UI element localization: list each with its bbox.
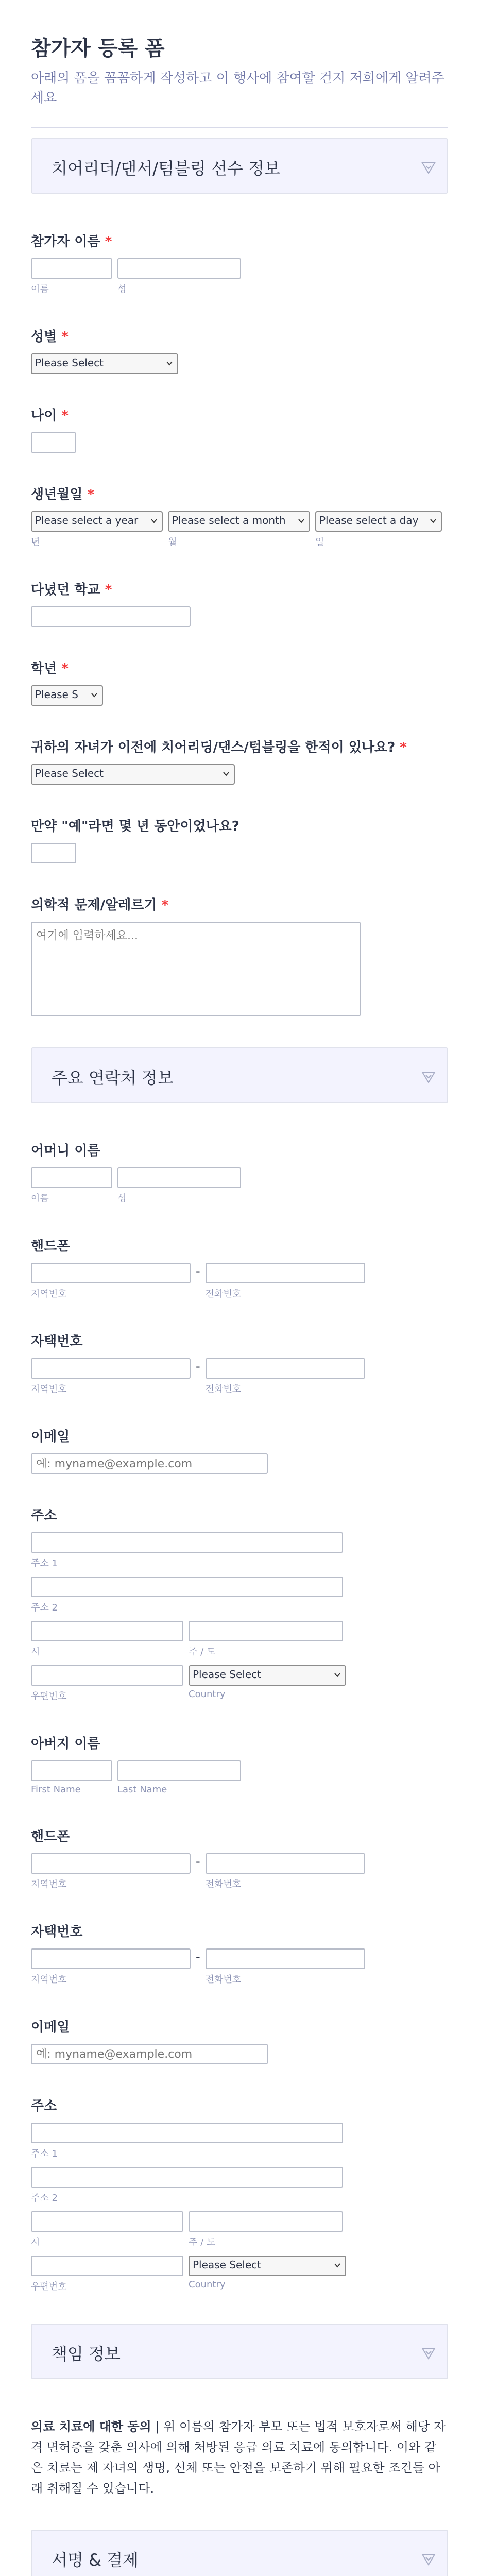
- sublabel: Country: [189, 1689, 226, 1700]
- dash: -: [196, 1264, 200, 1278]
- mother-cell-field: [31, 1235, 448, 1300]
- father-cell-field: [31, 1826, 448, 1890]
- sublabel: 주 / 도: [189, 2237, 216, 2248]
- field-label: 다녔던 학교 *: [31, 582, 112, 598]
- father-name-field: [31, 1733, 448, 1795]
- sublabel: 일: [315, 537, 324, 548]
- sublabel: 전화번호: [205, 1879, 242, 1890]
- collapse-icon[interactable]: [420, 1068, 437, 1084]
- form-subtitle: 아래의 폼을 꼼꼼하게 작성하고 이 행사에 참여할 건지 저희에게 알려주세요: [31, 71, 444, 106]
- years-input[interactable]: [31, 843, 76, 863]
- sublabel: 성: [117, 284, 127, 295]
- sublabel: 전화번호: [205, 1384, 242, 1395]
- father-address-field: [31, 2095, 448, 2293]
- dob-year-select[interactable]: Please select a year: [31, 511, 163, 532]
- mother-state-input[interactable]: [189, 1621, 343, 1641]
- mother-cell-area-input[interactable]: [31, 1263, 191, 1283]
- mother-name-field: [31, 1140, 448, 1205]
- liability-heading: 의료 치료에 대한 동의: [31, 2419, 151, 2434]
- mother-address-field: [31, 1505, 448, 1702]
- divider: [31, 127, 448, 128]
- father-last-name-input[interactable]: [117, 1760, 241, 1781]
- sublabel: 주소 2: [31, 2193, 58, 2204]
- section-title: 책임 정보: [52, 2344, 121, 2364]
- sublabel: 지역번호: [31, 1289, 67, 1299]
- sublabel: 주소 1: [31, 1558, 58, 1569]
- sublabel: 전화번호: [205, 1974, 242, 1985]
- sublabel: 성: [117, 1193, 127, 1204]
- liability-body: | 위 이름의 참가자 부모 또는 법적 보호자로써 해당 자격 면허증을 갖춘 의사에 의해 처방된 응급 의료 치료에 동의합니다. 이와 같은 치료는 제 자녀의 생명, 신체 또는 안전을 보존하기 위해 필요한 조건들 아래 취해질 수 있습니다.: [31, 2419, 446, 2496]
- sublabel: 주소 1: [31, 2148, 58, 2159]
- chevron-down-icon: [334, 1671, 341, 1679]
- age-field: [31, 405, 448, 453]
- form-container: [0, 32, 479, 2576]
- field-label: 이메일: [31, 2020, 70, 2035]
- mother-address1-input[interactable]: [31, 1532, 343, 1553]
- gender-select[interactable]: Please Select: [31, 353, 178, 374]
- mother-zip-input[interactable]: [31, 1665, 183, 1686]
- dash: -: [196, 1359, 200, 1374]
- father-state-input[interactable]: [189, 2211, 343, 2232]
- field-label: 학년 *: [31, 661, 69, 676]
- chevron-down-icon: [430, 517, 437, 524]
- section-liability[interactable]: [31, 2324, 448, 2379]
- father-cell-phone-input[interactable]: [206, 1853, 365, 1874]
- sublabel: 주소 2: [31, 1602, 58, 1613]
- mother-home-field: [31, 1331, 448, 1395]
- mother-home-area-input[interactable]: [31, 1358, 191, 1379]
- field-label: 나이 *: [31, 408, 69, 423]
- chevron-down-icon: [91, 691, 98, 699]
- father-home-field: [31, 1921, 448, 1986]
- section-title: 서명 & 결제: [52, 2550, 139, 2570]
- chevron-down-icon: [223, 770, 230, 777]
- section-sign-payment[interactable]: [31, 2530, 448, 2576]
- mother-city-input[interactable]: [31, 1621, 183, 1641]
- sublabel: 시: [31, 2237, 40, 2248]
- father-home-area-input[interactable]: [31, 1948, 191, 1969]
- mother-email-input[interactable]: [31, 1453, 268, 1474]
- section-athlete-info[interactable]: [31, 138, 448, 194]
- field-label: 자택번호: [31, 1334, 83, 1349]
- sublabel: 이름: [31, 284, 49, 295]
- dob-day-select[interactable]: Please select a day: [315, 511, 442, 532]
- field-label: 어머니 이름: [31, 1143, 100, 1159]
- field-label: 핸드폰: [31, 1829, 70, 1844]
- school-field: [31, 579, 448, 627]
- field-label: 주소: [31, 2098, 57, 2114]
- field-label: 생년월일 *: [31, 487, 95, 502]
- father-first-name-input[interactable]: [31, 1760, 112, 1781]
- mother-last-name-input[interactable]: [117, 1167, 241, 1188]
- grade-field: [31, 658, 448, 706]
- sublabel: Last Name: [117, 1784, 167, 1795]
- chevron-down-icon: [166, 360, 173, 367]
- prior-experience-field: [31, 737, 448, 785]
- sublabel: 시: [31, 1647, 40, 1657]
- sublabel: 월: [168, 537, 177, 548]
- form-title: 참가자 등록 폼: [31, 37, 165, 60]
- sublabel: First Name: [31, 1784, 81, 1795]
- collapse-icon[interactable]: [420, 2344, 437, 2361]
- mother-country-select[interactable]: Please Select: [189, 1665, 346, 1686]
- sublabel: 이름: [31, 1193, 49, 1204]
- father-address1-input[interactable]: [31, 2123, 343, 2143]
- sublabel: 주 / 도: [189, 1647, 216, 1657]
- participant-name-field: [31, 231, 448, 295]
- prior-experience-select[interactable]: Please Select: [31, 764, 235, 785]
- sublabel: Country: [189, 2279, 226, 2290]
- mother-first-name-input[interactable]: [31, 1167, 112, 1188]
- sublabel: 지역번호: [31, 1879, 67, 1890]
- field-label: 참가자 이름 *: [31, 234, 112, 249]
- collapse-icon[interactable]: [420, 2550, 437, 2567]
- dash: -: [196, 1950, 200, 1964]
- field-label: 자택번호: [31, 1924, 83, 1940]
- grade-select[interactable]: Please S: [31, 685, 103, 706]
- chevron-down-icon: [298, 517, 305, 524]
- medical-textarea[interactable]: [31, 922, 361, 1016]
- section-title: 주요 연락처 정보: [52, 1068, 174, 1088]
- sublabel: 지역번호: [31, 1384, 67, 1395]
- father-zip-input[interactable]: [31, 2256, 183, 2276]
- medical-field: [31, 894, 448, 1016]
- father-city-input[interactable]: [31, 2211, 183, 2232]
- father-country-select[interactable]: Please Select: [189, 2256, 346, 2276]
- age-input[interactable]: [31, 432, 76, 453]
- section-title: 치어리더/댄서/텀블링 선수 정보: [52, 159, 280, 178]
- field-label: 이메일: [31, 1429, 70, 1445]
- dob-month-select[interactable]: Please select a month: [168, 511, 310, 532]
- field-label: 만약 "예"라면 몇 년 동안이었나요?: [31, 819, 239, 834]
- dash: -: [196, 1854, 200, 1869]
- sublabel: 전화번호: [205, 1289, 242, 1299]
- mother-address2-input[interactable]: [31, 1577, 343, 1597]
- mother-cell-phone-input[interactable]: [206, 1263, 365, 1283]
- field-label: 핸드폰: [31, 1239, 70, 1254]
- sublabel: 지역번호: [31, 1974, 67, 1985]
- father-home-phone-input[interactable]: [206, 1948, 365, 1969]
- section-contact-info[interactable]: [31, 1047, 448, 1103]
- father-address2-input[interactable]: [31, 2167, 343, 2188]
- father-cell-area-input[interactable]: [31, 1853, 191, 1874]
- field-label: 성별 *: [31, 329, 69, 345]
- sublabel: 우편번호: [31, 2281, 67, 2292]
- father-email-input[interactable]: [31, 2044, 268, 2064]
- participant-first-name-input[interactable]: [31, 258, 112, 279]
- sublabel: 년: [31, 537, 40, 548]
- liability-text: [31, 2416, 448, 2499]
- mother-home-phone-input[interactable]: [206, 1358, 365, 1379]
- field-label: 주소: [31, 1508, 57, 1523]
- field-label: 귀하의 자녀가 이전에 치어리딩/댄스/텀블링을 한적이 있나요? *: [31, 740, 407, 755]
- participant-last-name-input[interactable]: [117, 258, 241, 279]
- school-input[interactable]: [31, 606, 191, 627]
- chevron-down-icon: [150, 517, 158, 524]
- collapse-icon[interactable]: [420, 159, 437, 175]
- field-label: 의학적 문제/알레르기 *: [31, 897, 169, 913]
- years-field: [31, 816, 448, 863]
- sublabel: 우편번호: [31, 1691, 67, 1702]
- chevron-down-icon: [334, 2262, 341, 2269]
- dob-field: [31, 484, 448, 548]
- mother-email-field: [31, 1426, 448, 1474]
- father-email-field: [31, 2016, 448, 2064]
- field-label: 아버지 이름: [31, 1736, 100, 1752]
- gender-field: [31, 326, 448, 374]
